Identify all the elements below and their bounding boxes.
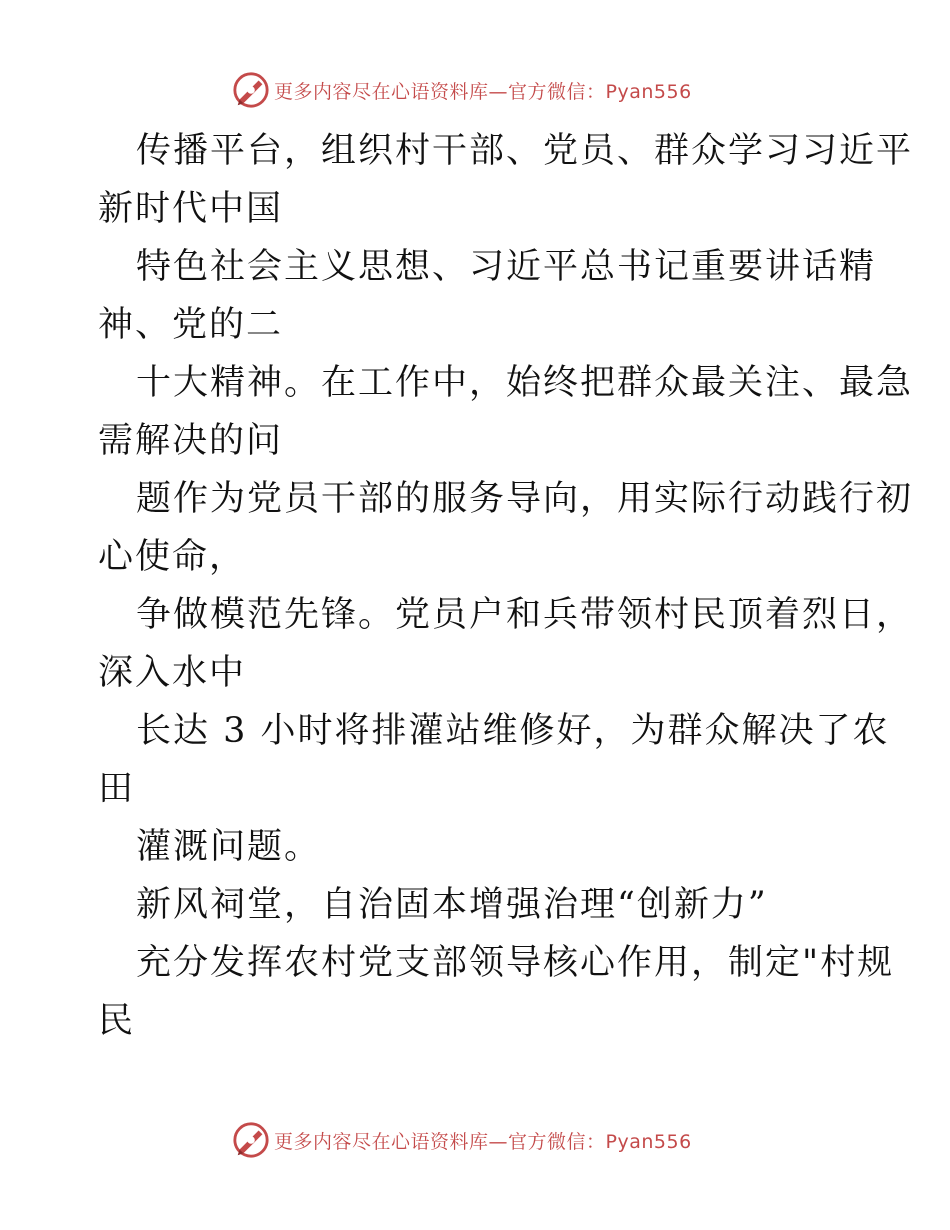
text-line: 灌溉问题。 <box>136 827 322 867</box>
text-line: 题作为党员干部的服务导向，用实际行动践行初 <box>136 479 914 519</box>
text-line: 长达 3 小时将排灌站维修好，为群众解决了农 <box>136 711 890 751</box>
text-line: 新时代中国 <box>98 189 284 229</box>
text-line: 传播平台，组织村干部、党员、群众学习习近平 <box>136 131 914 171</box>
document-body <box>98 122 914 1050</box>
text-line: 需解决的问 <box>98 421 284 461</box>
text-line: 充分发挥农村党支部领导核心作用，制定"村规 <box>136 943 895 983</box>
text-line: 田 <box>98 769 136 809</box>
pen-logo-icon <box>232 71 270 109</box>
text-line: 民 <box>98 1001 136 1041</box>
banner-text: 更多内容尽在心语资料库—官方微信：Pyan556 <box>274 80 692 103</box>
text-line: 争做模范先锋。党员户和兵带领村民顶着烈日， <box>136 595 914 635</box>
footer-banner <box>232 1120 692 1160</box>
text-line: 心使命， <box>98 537 247 577</box>
text-line: 新风祠堂，自治固本增强治理“创新力” <box>136 885 768 925</box>
pen-logo-icon <box>232 1121 270 1159</box>
text-line: 神、党的二 <box>98 305 284 345</box>
banner-text: 更多内容尽在心语资料库—官方微信：Pyan556 <box>274 1130 692 1153</box>
text-line: 十大精神。在工作中，始终把群众最关注、最急 <box>136 363 914 403</box>
text-line: 特色社会主义思想、习近平总书记重要讲话精 <box>136 247 877 287</box>
text-line: 深入水中 <box>98 653 247 693</box>
header-banner <box>232 70 692 110</box>
